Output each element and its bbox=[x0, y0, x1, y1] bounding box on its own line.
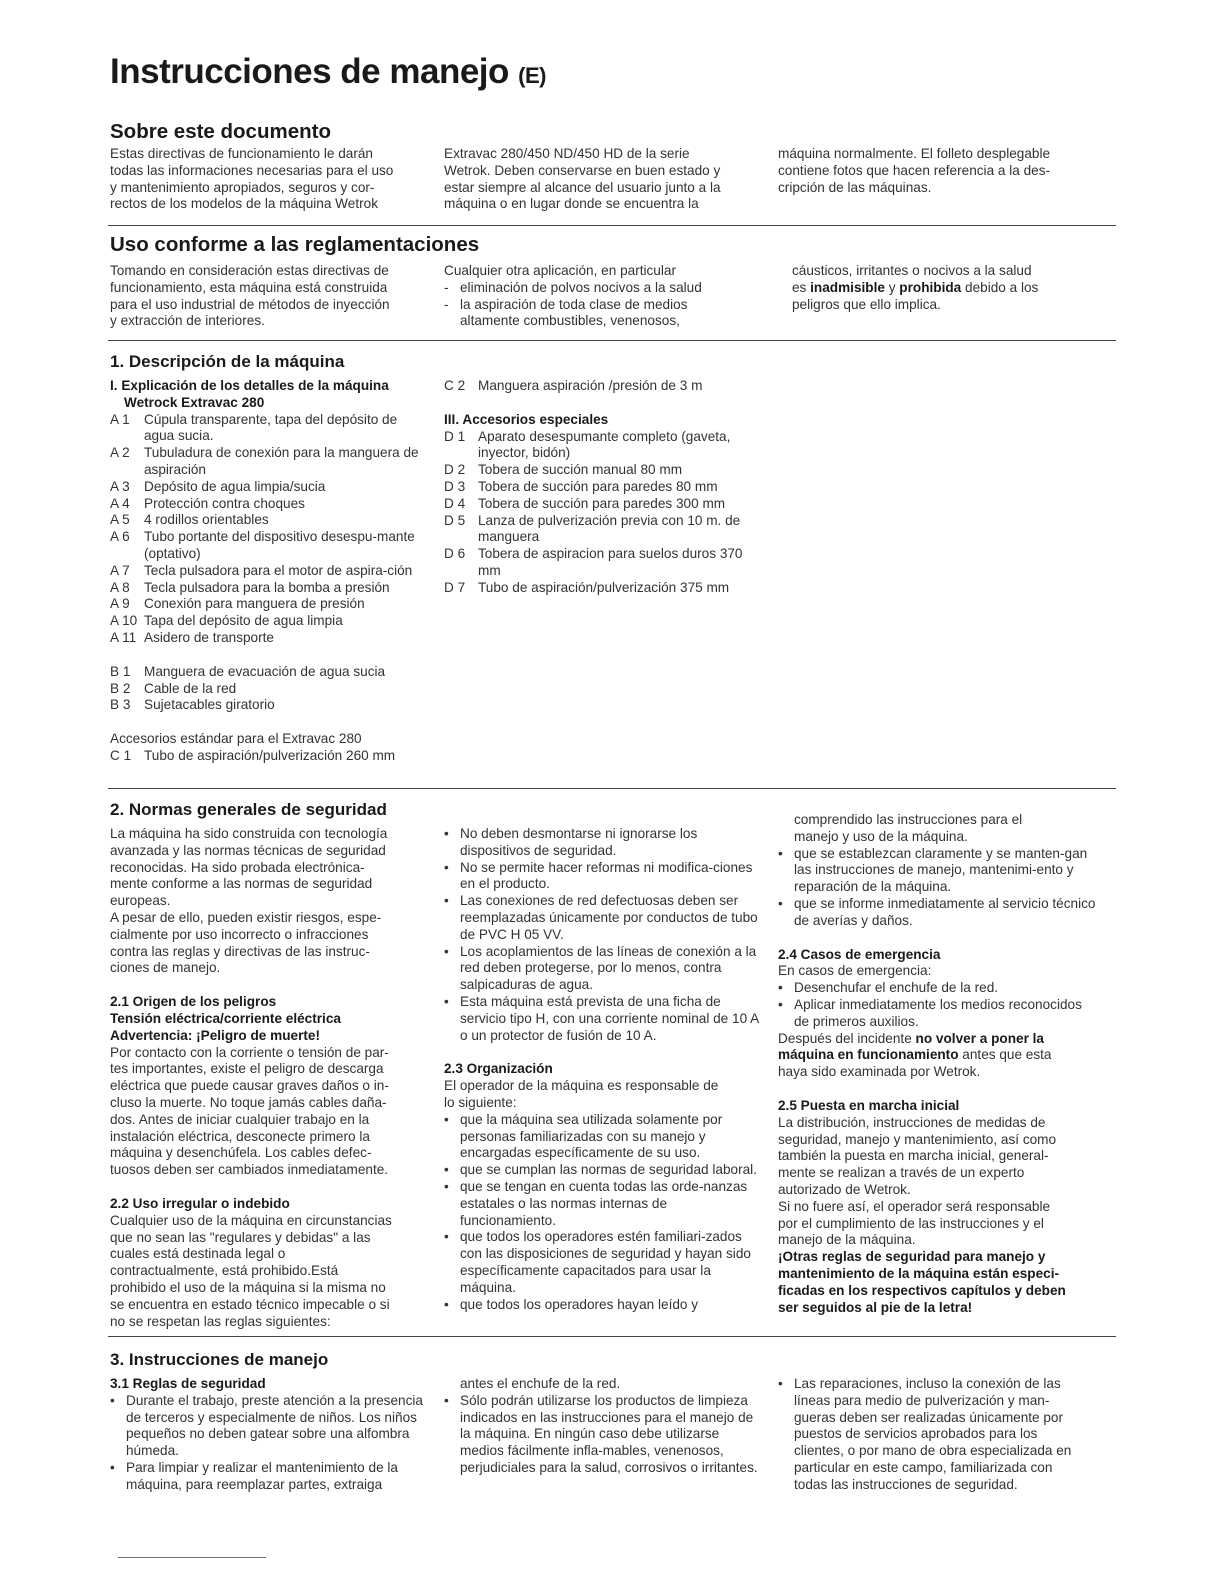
text-line: altamente combustibles, venenosos, bbox=[460, 313, 680, 329]
text-line: funcionamiento, esta máquina está construida bbox=[110, 279, 388, 295]
text-line: por el cumplimiento de las instrucciones y el bbox=[778, 1215, 1044, 1231]
item-c1 bbox=[110, 748, 430, 765]
text-line: cáusticos, irritantes o nocivos a la salud bbox=[792, 263, 1032, 278]
text-line: Tomando en consideración estas directivas de bbox=[110, 263, 389, 278]
item-text: Aparato desespumante completo (gaveta, inyector, bidón) bbox=[478, 428, 731, 461]
item-code: D 3 bbox=[444, 478, 466, 494]
item-text: Manguera de evacuación de agua sucia bbox=[144, 663, 386, 679]
item-code: A 7 bbox=[110, 562, 130, 578]
text-line: europeas. bbox=[110, 893, 171, 909]
text-line: contiene fotos que hacen referencia a la des- bbox=[778, 162, 1051, 178]
page-title bbox=[110, 52, 546, 92]
item-text: Tubo de aspiración/pulverización 260 mm bbox=[144, 747, 396, 763]
section-heading-about: Sobre este documento bbox=[110, 120, 331, 143]
item-text: Tobera de succión para paredes 300 mm bbox=[478, 495, 726, 511]
item-text: Tubo portante del dispositivo desespu-mante (optativo) bbox=[144, 529, 415, 561]
item-b1 bbox=[110, 664, 430, 681]
text-run: antes que esta bbox=[958, 1047, 1052, 1063]
text-line: tes importantes, existe el peligro de descarga bbox=[110, 1061, 384, 1077]
item-a3 bbox=[110, 479, 430, 496]
text-line: Por contacto con la corriente o tensión de par- bbox=[110, 1044, 389, 1060]
item-text: Sujetacables giratorio bbox=[144, 697, 275, 713]
item-text: Manguera aspiración /presión de 3 m bbox=[478, 378, 703, 393]
item-text: 4 rodillos orientables bbox=[144, 512, 269, 528]
item-a6 bbox=[110, 529, 430, 563]
bullet-item: • que todos los operadores hayan leído y bbox=[444, 1297, 759, 1314]
bold-inadmisible: inadmisible bbox=[810, 279, 885, 295]
text-line: Accesorios estándar para el Extravac 280 bbox=[110, 731, 362, 747]
text-line: ciones de manejo. bbox=[110, 960, 221, 976]
text-line: todas las informaciones necesarias para el uso bbox=[110, 162, 394, 178]
subheading: III. Accesorios especiales bbox=[444, 411, 609, 427]
item-code: D 5 bbox=[444, 512, 466, 528]
warning-text: Advertencia: ¡Peligro de muerte! bbox=[110, 1027, 320, 1043]
text-line: manejo y uso de la máquina. bbox=[794, 828, 968, 844]
text-line: Estas directivas de funcionamiento le darán bbox=[110, 146, 373, 161]
bullet-item: • que se informe inmediatamente al servicio técnico de averías y daños. bbox=[778, 896, 1098, 930]
text-line: autorizado de Wetrok. bbox=[778, 1181, 911, 1197]
text-line: contra las reglas y directivas de las instruc- bbox=[110, 943, 370, 959]
operation-col-2 bbox=[444, 1376, 760, 1477]
subheading-2-5: 2.5 Puesta en marcha inicial bbox=[778, 1097, 960, 1113]
text-line: avanzada y las normas técnicas de seguridad bbox=[110, 842, 386, 858]
text-line: cluso la muerte. No toque jamás cables daña- bbox=[110, 1094, 387, 1110]
item-d7 bbox=[444, 580, 764, 597]
text-line: máquina y desenchúfela. Los cables defec- bbox=[110, 1145, 372, 1161]
text-line: contractualmente, está prohibido.Está bbox=[110, 1263, 339, 1279]
text-line: manejo de la máquina. bbox=[778, 1232, 916, 1248]
bold-prohibida: prohibida bbox=[899, 279, 962, 295]
text-line: mente conforme a las normas de seguridad bbox=[110, 876, 373, 892]
text-run: y bbox=[884, 279, 900, 295]
item-a1 bbox=[110, 412, 430, 446]
item-d2 bbox=[444, 462, 764, 479]
text-line: haya sido examinada por Wetrok. bbox=[778, 1064, 981, 1080]
bullet-item: • No se permite hacer reformas ni modifica-ciones en el producto. bbox=[444, 860, 759, 894]
item-code: D 1 bbox=[444, 428, 466, 444]
item-c2 bbox=[444, 378, 764, 395]
bullet-item: • Durante el trabajo, preste atención a la presencia de terceros y especialmente de niños. Los niños pequeños no deben gatear sobre una alfombra húmeda. bbox=[110, 1393, 428, 1460]
subheading-2-2: 2.2 Uso irregular o indebido bbox=[110, 1195, 290, 1211]
text-line: y extracción de interiores. bbox=[110, 313, 265, 329]
bold-run: no volver a poner la bbox=[915, 1030, 1044, 1046]
subheading-2-3: 2.3 Organización bbox=[444, 1061, 553, 1077]
text-line bbox=[778, 1031, 1098, 1048]
item-code: A 6 bbox=[110, 529, 130, 545]
section-divider bbox=[108, 1336, 1116, 1337]
dash-item: - la aspiración de toda clase de medios bbox=[444, 297, 764, 314]
item-code: D 6 bbox=[444, 546, 466, 562]
item-code: A 11 bbox=[110, 629, 137, 645]
item-text: Protección contra choques bbox=[144, 495, 305, 511]
item-code: A 5 bbox=[110, 512, 130, 528]
section-heading-description: 1. Descripción de la máquina bbox=[110, 352, 345, 371]
text-line: Extravac 280/450 ND/450 HD de la serie bbox=[444, 146, 690, 161]
text-line: también la puesta en marcha inicial, general- bbox=[778, 1148, 1049, 1164]
text-line: no se respetan las reglas siguientes: bbox=[110, 1313, 331, 1329]
subheading-2-1: 2.1 Origen de los peligros bbox=[110, 994, 277, 1010]
item-d4 bbox=[444, 496, 764, 513]
item-text: Tecla pulsadora para el motor de aspira-ción bbox=[144, 562, 413, 578]
text-line: máquina normalmente. El folleto desplegable bbox=[778, 146, 1051, 161]
text-run: Después del incidente bbox=[778, 1030, 916, 1046]
spacer bbox=[778, 930, 1098, 947]
item-code: C 1 bbox=[110, 747, 132, 763]
safety-col-2 bbox=[444, 826, 759, 1313]
safety-col-3 bbox=[778, 812, 1098, 1316]
bold-run: máquina en funcionamiento bbox=[778, 1047, 959, 1063]
subheading: Wetrock Extravac 280 bbox=[124, 394, 265, 410]
item-code: A 2 bbox=[110, 445, 130, 461]
item-text: Cúpula transparente, tapa del depósito de agua sucia. bbox=[144, 411, 398, 444]
text-line: mente se realizan a través de un experto bbox=[778, 1165, 1025, 1181]
item-d5 bbox=[444, 513, 764, 547]
text-line: estar siempre al alcance del usuario junto a la bbox=[444, 179, 721, 195]
item-text: Tecla pulsadora para la bomba a presión bbox=[144, 579, 390, 595]
dash-item: - eliminación de polvos nocivos a la salud bbox=[444, 280, 764, 297]
bullet-item: • Aplicar inmediatamente los medios reconocidos de primeros auxilios. bbox=[778, 997, 1098, 1031]
bullet-item: • Los acoplamientos de las líneas de conexión a la red deben protegerse, por lo menos, contra salpicaduras de agua. bbox=[444, 944, 759, 994]
section-heading-usage: Uso conforme a las reglamentaciones bbox=[110, 233, 480, 256]
text-line: eléctrica que puede causar graves daños o in- bbox=[110, 1078, 389, 1094]
item-text: Conexión para manguera de presión bbox=[144, 596, 365, 612]
bullet-item: • No deben desmontarse ni ignorarse los dispositivos de seguridad. bbox=[444, 826, 759, 860]
section-heading-safety: 2. Normas generales de seguridad bbox=[110, 800, 387, 819]
item-code: B 1 bbox=[110, 663, 131, 679]
item-a11 bbox=[110, 630, 430, 647]
text-line: que no sean las "regulares y debidas" a las bbox=[110, 1229, 371, 1245]
text-line: tuosos deben ser cambiados inmediatamente. bbox=[110, 1162, 389, 1178]
bullet-item: • Las conexiones de red defectuosas deben ser reemplazadas únicamente por conductos de tubo de PVC H 05 VV. bbox=[444, 893, 759, 943]
spacer bbox=[110, 1179, 430, 1196]
bullet-item: • que la máquina sea utilizada solamente por personas familiarizadas con su manejo y encargadas específicamente de su uso. bbox=[444, 1112, 759, 1162]
text-line: lo siguiente: bbox=[444, 1094, 517, 1110]
text-line: La distribución, instrucciones de medidas de bbox=[778, 1114, 1046, 1130]
item-code: A 10 bbox=[110, 613, 138, 629]
spacer bbox=[778, 1081, 1098, 1098]
item-d3 bbox=[444, 479, 764, 496]
item-text: Tobera de succión manual 80 mm bbox=[478, 462, 683, 478]
text-line: Cualquier otra aplicación, en particular bbox=[444, 263, 676, 278]
text-line: comprendido las instrucciones para el bbox=[794, 812, 1023, 827]
text-line: Si no fuere así, el operador será responsable bbox=[778, 1198, 1051, 1214]
bold-line: mantenimiento de la máquina están especi- bbox=[778, 1265, 1060, 1281]
bullet-item: • Para limpiar y realizar el mantenimiento de la máquina, para reemplazar partes, extraiga bbox=[110, 1460, 428, 1494]
bullet-item: • Desenchufar el enchufe de la red. bbox=[778, 980, 1098, 997]
item-text: Tobera de succión para paredes 80 mm bbox=[478, 478, 718, 494]
text-line: se encuentra en estado técnico impecable o si bbox=[110, 1296, 390, 1312]
text-line: para el uso industrial de métodos de inyección bbox=[110, 296, 390, 312]
item-a10 bbox=[110, 613, 430, 630]
text-line: máquina o en lugar donde se encuentra la bbox=[444, 196, 699, 212]
item-code: D 2 bbox=[444, 462, 466, 478]
text-line: prohibido el uso de la máquina si la misma no bbox=[110, 1279, 386, 1295]
subheading-2-4: 2.4 Casos de emergencia bbox=[778, 946, 941, 962]
item-text: Asidero de transporte bbox=[144, 629, 274, 645]
item-code: B 3 bbox=[110, 697, 131, 713]
text-line: antes el enchufe de la red. bbox=[460, 1376, 621, 1391]
bold-line: ¡Otras reglas de seguridad para manejo y bbox=[778, 1249, 1046, 1265]
bullet-item: • Las reparaciones, incluso la conexión de las líneas para medio de pulverización y man-gueras deben ser realizadas únicamente por puestos de servicios aprobados para los clientes, o por mano de obra especializada en particular en este campo, familiarizada con todas las instrucciones de seguridad. bbox=[778, 1376, 1088, 1494]
section-heading-operation: 3. Instrucciones de manejo bbox=[110, 1350, 329, 1369]
item-a9 bbox=[110, 596, 430, 613]
item-a5 bbox=[110, 512, 430, 529]
bullet-item: • Esta máquina está prevista de una ficha de servicio tipo H, con una corriente nominal de 10 A o un protector de fusión de 10 A. bbox=[444, 994, 759, 1044]
item-text: Cable de la red bbox=[144, 680, 237, 696]
spacer bbox=[444, 1044, 759, 1061]
item-text: Lanza de pulverización previa con 10 m. de manguera bbox=[478, 512, 741, 545]
item-code: C 2 bbox=[444, 378, 466, 393]
text-line: cripción de las máquinas. bbox=[778, 179, 932, 195]
item-a8 bbox=[110, 580, 430, 597]
text-line bbox=[778, 1047, 1098, 1064]
operation-col-3 bbox=[778, 1376, 1088, 1494]
item-a7 bbox=[110, 563, 430, 580]
item-text: Tapa del depósito de agua limpia bbox=[144, 613, 343, 629]
item-a2 bbox=[110, 445, 430, 479]
item-text: Tubuladura de conexión para la manguera de aspiración bbox=[144, 445, 419, 477]
bullet-item: • Sólo podrán utilizarse los productos de limpieza indicados en las instrucciones para el manejo de la máquina. En ningún caso debe utilizarse medios fácilmente infla-mables, venenosos, perjudiciales para la salud, corrosivos o irritantes. bbox=[444, 1393, 760, 1477]
description-col-1 bbox=[110, 378, 430, 765]
item-code: D 7 bbox=[444, 579, 466, 595]
bullet-item: • que se cumplan las normas de seguridad laboral. bbox=[444, 1162, 759, 1179]
about-col-2 bbox=[444, 146, 764, 213]
item-b2 bbox=[110, 681, 430, 698]
text-line: y mantenimiento apropiados, seguros y cor- bbox=[110, 179, 375, 195]
description-col-2 bbox=[444, 378, 764, 597]
spacer bbox=[444, 395, 764, 412]
text-line: La máquina ha sido construida con tecnología bbox=[110, 826, 388, 841]
usage-col-1 bbox=[110, 263, 430, 330]
item-code: A 4 bbox=[110, 495, 130, 511]
page-title-text: Instrucciones de manejo bbox=[110, 52, 509, 91]
text-line: cuales está destinada legal o bbox=[110, 1246, 286, 1262]
item-code: A 3 bbox=[110, 478, 130, 494]
text-line: Wetrok. Deben conservarse en buen estado y bbox=[444, 162, 721, 178]
text-line: seguridad, manejo y mantenimiento, así como bbox=[778, 1131, 1057, 1147]
about-col-1 bbox=[110, 146, 430, 213]
text-line bbox=[792, 280, 1112, 297]
text-line: peligros que ello implica. bbox=[792, 296, 941, 312]
operation-col-1 bbox=[110, 1376, 428, 1494]
bullet-item: • que se establezcan claramente y se manten-gan las instrucciones de manejo, mantenimi-ento y reparación de la máquina. bbox=[778, 846, 1098, 896]
item-text: Depósito de agua limpia/sucia bbox=[144, 478, 326, 494]
text-run: es bbox=[792, 279, 811, 295]
spacer bbox=[110, 647, 430, 664]
text-line: instalación eléctrica, desconecte primero la bbox=[110, 1128, 370, 1144]
section-divider bbox=[108, 225, 1116, 226]
item-d6 bbox=[444, 546, 764, 580]
item-d1 bbox=[444, 429, 764, 463]
about-col-3 bbox=[778, 146, 1098, 196]
spacer bbox=[110, 714, 430, 731]
item-a4 bbox=[110, 496, 430, 513]
text-line: En casos de emergencia: bbox=[778, 963, 932, 979]
item-b3 bbox=[110, 697, 430, 714]
subheading-3-1: 3.1 Reglas de seguridad bbox=[110, 1376, 266, 1391]
text-line: reconocidas. Ha sido probada electrónica- bbox=[110, 859, 365, 875]
section-divider bbox=[108, 340, 1116, 341]
section-divider bbox=[108, 788, 1116, 789]
footer-line bbox=[118, 1557, 266, 1558]
bold-line: ser seguidos al pie de la letra! bbox=[778, 1299, 973, 1315]
text-line: dos. Antes de iniciar cualquier trabajo en la bbox=[110, 1111, 370, 1127]
subheading: I. Explicación de los detalles de la máquina bbox=[110, 378, 389, 393]
item-text: Tobera de aspiracion para suelos duros 370 mm bbox=[478, 546, 743, 578]
text-line: El operador de la máquina es responsable de bbox=[444, 1078, 719, 1094]
page-title-suffix: (E) bbox=[518, 63, 546, 88]
item-code: A 8 bbox=[110, 579, 130, 595]
spacer bbox=[110, 977, 430, 994]
item-code: B 2 bbox=[110, 680, 131, 696]
text-line: Cualquier uso de la máquina en circunstancias bbox=[110, 1212, 392, 1228]
safety-col-1 bbox=[110, 826, 430, 1330]
subheading: Tensión eléctrica/corriente eléctrica bbox=[110, 1010, 341, 1026]
item-text: Tubo de aspiración/pulverización 375 mm bbox=[478, 579, 730, 595]
item-code: D 4 bbox=[444, 495, 466, 511]
item-code: A 1 bbox=[110, 411, 130, 427]
text-line: rectos de los modelos de la máquina Wetrok bbox=[110, 196, 378, 212]
usage-col-3 bbox=[792, 263, 1112, 313]
bullet-item: • que se tengan en cuenta todas las orde-nanzas estatales o las normas internas de funcionamiento. bbox=[444, 1179, 759, 1229]
text-run: debido a los bbox=[961, 279, 1039, 295]
bold-line: ficadas en los respectivos capítulos y deben bbox=[778, 1282, 1066, 1298]
bullet-item: • que todos los operadores estén familiari-zados con las disposiciones de seguridad y hayan sido específicamente capacitados para usar la máquina. bbox=[444, 1229, 759, 1296]
item-code: A 9 bbox=[110, 596, 130, 612]
text-line: A pesar de ello, pueden existir riesgos, espe- bbox=[110, 909, 382, 925]
usage-col-2 bbox=[444, 263, 764, 330]
text-line: cialmente por uso incorrecto o infracciones bbox=[110, 926, 369, 942]
